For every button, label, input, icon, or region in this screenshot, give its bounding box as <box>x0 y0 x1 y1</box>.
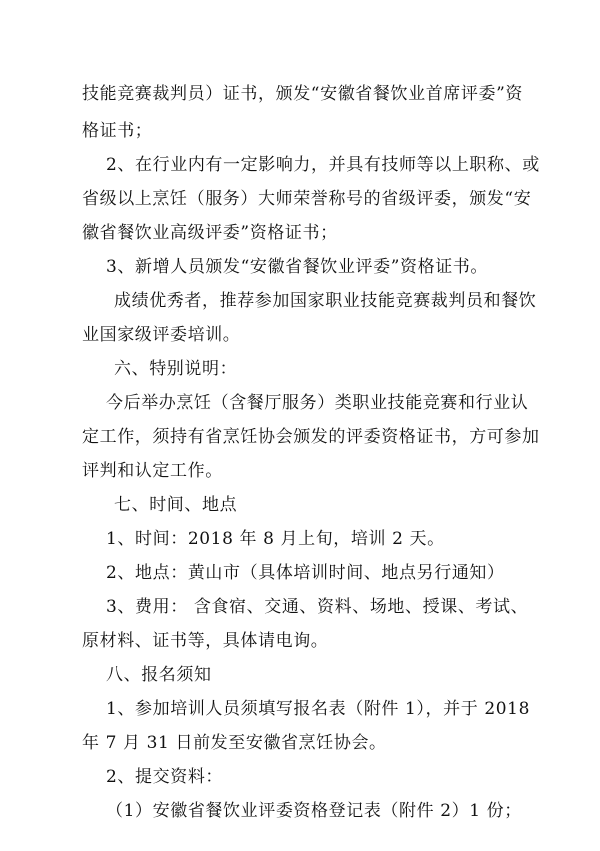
text-line: 今后举办烹饪（含餐厅服务）类职业技能竞赛和行业认 <box>106 393 529 413</box>
text-line: 定工作，须持有省烹饪协会颁发的评委资格证书，方可参加 <box>82 427 540 447</box>
text-line: 1、参加培训人员须填写报名表（附件 1），并于 2018 <box>106 699 531 719</box>
section-heading: 七、时间、地点 <box>114 495 238 515</box>
text-line: 成绩优秀者，推荐参加国家职业技能竞赛裁判员和餐饮 <box>114 291 537 311</box>
section-heading: 八、报名须知 <box>106 665 212 685</box>
text-line: 3、费用： 含食宿、交通、资料、场地、授课、考试、 <box>106 597 529 617</box>
text-line: 1、时间：2018 年 8 月上旬，培训 2 天。 <box>106 529 445 549</box>
text-line: 评判和认定工作。 <box>82 461 223 481</box>
text-line: 2、地点：黄山市（具体培训时间、地点另行通知） <box>106 563 505 583</box>
text-line: 2、在行业内有一定影响力，并具有技师等以上职称、或 <box>106 155 540 175</box>
text-line: 格证书； <box>82 121 153 141</box>
text-line: 技能竞赛裁判员）证书，颁发“安徽省餐饮业首席评委”资 <box>82 84 523 104</box>
text-line: 省级以上烹饪（服务）大师荣誉称号的省级评委，颁发“安 <box>82 189 532 209</box>
text-line: 原材料、证书等，具体请电询。 <box>82 631 329 651</box>
section-heading: 六、特别说明： <box>114 359 238 379</box>
text-line: 2、提交资料： <box>106 767 224 787</box>
text-line: 3、新增人员颁发“安徽省餐饮业评委”资格证书。 <box>106 257 488 277</box>
text-line: 年 7 月 31 日前发至安徽省烹饪协会。 <box>82 733 387 753</box>
text-line: 徽省餐饮业高级评委”资格证书； <box>82 223 338 243</box>
text-line: （1）安徽省餐饮业评委资格登记表（附件 2）1 份； <box>106 801 522 821</box>
text-line: 业国家级评委培训。 <box>82 325 241 345</box>
